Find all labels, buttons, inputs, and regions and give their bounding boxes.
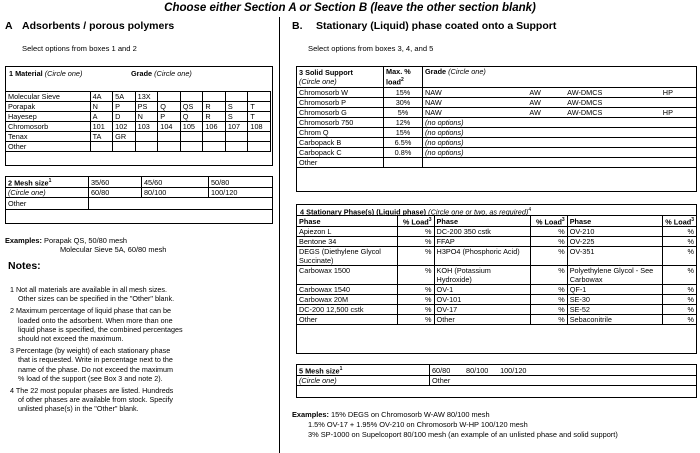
support-grade[interactable]: AW [527, 108, 565, 118]
grade-option[interactable]: R [203, 102, 226, 112]
grade-option[interactable]: N [90, 102, 113, 112]
mesh-option[interactable]: 35/60 [89, 177, 142, 188]
note-line: % load of the support (see Box 3 and note 2). [18, 373, 163, 383]
phase-load-field[interactable]: % [397, 315, 434, 325]
support-grade [661, 118, 697, 128]
phase-load-field[interactable]: % [530, 266, 567, 285]
mesh-option[interactable]: 100/120 [500, 365, 527, 375]
grade-option [203, 92, 226, 102]
box1-material [5, 66, 273, 166]
phase-row [297, 285, 697, 295]
material-row [6, 122, 271, 132]
phase-name[interactable]: OV-17 [434, 305, 530, 315]
support-grade[interactable]: AW [527, 88, 565, 98]
section-divider [279, 17, 280, 453]
support-grade [565, 138, 661, 148]
note-line: 4 The 22 most popular phases are listed. Hundreds [10, 386, 174, 396]
material-name[interactable]: Chromosorb [6, 122, 91, 132]
grade-option [180, 132, 203, 142]
support-grade [661, 128, 697, 138]
grade-option [135, 132, 158, 142]
material-row [6, 102, 271, 112]
support-grade [565, 148, 661, 158]
box1-grade-hint: (Circle one) [154, 69, 192, 78]
phase-load-field[interactable]: % [397, 295, 434, 305]
support-grade[interactable]: AW [527, 98, 565, 108]
material-row [6, 132, 271, 142]
box1-title: 1 Material [9, 69, 43, 78]
note-line: that is requested. Write in percentage next to the [18, 355, 173, 365]
section-a-instruction: Select options from boxes 1 and 2 [22, 44, 137, 53]
phase-name[interactable]: OV-101 [434, 295, 530, 305]
support-name[interactable]: Chromosorb P [297, 98, 384, 108]
phase-load-field[interactable]: % [397, 305, 434, 315]
grade-option[interactable]: T [248, 112, 271, 122]
phase-load-field[interactable]: % [397, 227, 434, 237]
box2-other-field[interactable] [89, 198, 273, 210]
section-a-example2: Molecular Sieve 5A, 60/80 mesh [60, 245, 167, 254]
phase-row [297, 247, 697, 266]
support-grade [565, 158, 661, 168]
section-a-title: Adsorbents / porous polymers [22, 20, 175, 32]
section-b-instruction: Select options from boxes 3, 4, and 5 [308, 44, 434, 53]
phase-load-field[interactable]: % [663, 247, 697, 266]
support-grade [527, 118, 565, 128]
grade-option[interactable]: 4A [90, 92, 113, 102]
phase-load-field[interactable]: % [530, 285, 567, 295]
phase-load-field[interactable]: % [663, 285, 697, 295]
grade-option[interactable]: 105 [180, 122, 203, 132]
box4-title: 4 Stationary Phase(s) (Liquid phase) [300, 207, 427, 217]
grade-option [90, 142, 113, 152]
grade-option [203, 142, 226, 152]
box4-hint: (Circle one or two, as required) [428, 207, 529, 217]
box1-table [5, 91, 271, 152]
support-row [297, 128, 697, 138]
grade-option [113, 142, 136, 152]
grade-option[interactable]: 108 [248, 122, 271, 132]
section-b-example2: 1.5% OV-17 + 1.95% OV-210 on Chromosorb W-HP 100/120 mesh [308, 420, 528, 429]
phase-row [297, 266, 697, 285]
support-max-load[interactable]: 30% [384, 98, 423, 108]
note-line: 2 Maximum percentage of liquid phase that can be [10, 306, 172, 316]
grade-option[interactable]: GR [113, 132, 136, 142]
support-grade[interactable]: (no options) [423, 118, 528, 128]
phase-name[interactable]: Carbowax 20M [297, 295, 398, 305]
phase-name[interactable]: QF-1 [567, 285, 663, 295]
phase-name[interactable]: DC-200 350 cstk [434, 227, 530, 237]
phase-row [297, 295, 697, 305]
box5-table: 5 Mesh size$^1$ 60/80 80/100 100/120 (Circle one) Other [296, 364, 697, 386]
grade-option[interactable]: 107 [225, 122, 248, 132]
support-grade [661, 98, 697, 108]
support-grade [565, 118, 661, 128]
note-line: name of the phase. Do not exceed the maximum [18, 364, 174, 374]
box4-table: Phase % Load$^3$ Phase % Load$^3$ Phase % Load$^3$ Apiezon L % DC-200 350 cstk % OV-210 % Bentone 34 % FFAP % OV-225 % DEGS (Diethylene Glycol Succinate) % H3PO4 (Phosphoric Acid) % OV-351 % Carbowax 1500 % KOH (Potassium Hydroxide) % Polyethylene Glycol - See Carbowax % Carbowax 1540 % OV-1 % QF-1 % Carbowax 20M % OV-101 % SE-30 % DC-200 12,500 cstk % OV-17 % SE-52 % Other % Other % Sebaconitrile % [296, 215, 697, 325]
notes-list [10, 285, 275, 414]
grade-option [158, 92, 181, 102]
support-name[interactable]: Carbopack C [297, 148, 384, 158]
mesh-option[interactable]: 100/120 [209, 188, 273, 198]
mesh-option[interactable]: 45/60 [142, 177, 209, 188]
support-name[interactable]: Other [297, 158, 384, 168]
grade-option[interactable]: A [90, 112, 113, 122]
phase-name[interactable]: KOH (Potassium Hydroxide) [434, 266, 530, 285]
support-grade [565, 128, 661, 138]
support-name[interactable]: Carbopack B [297, 138, 384, 148]
section-b-title: Stationary (Liquid) phase coated onto a Support [316, 20, 557, 32]
support-grade [527, 128, 565, 138]
page-title: Choose either Section A or Section B (leave the other section blank) [164, 2, 536, 14]
grade-option [203, 132, 226, 142]
phase-load-field[interactable]: % [530, 247, 567, 266]
phase-name[interactable]: Other [297, 315, 398, 325]
note-line: Other sizes can be specified in the "Other" blank. [18, 294, 175, 304]
phase-name[interactable]: Apiezon L [297, 227, 398, 237]
phase-row [297, 305, 697, 315]
grade-option[interactable]: Q [180, 112, 203, 122]
phase-name[interactable]: Polyethylene Glycol - See Carbowax [567, 266, 663, 285]
section-a-label: A [5, 20, 13, 32]
support-row [297, 88, 697, 98]
grade-option [225, 132, 248, 142]
grade-option [180, 92, 203, 102]
grade-option [248, 142, 271, 152]
support-grade[interactable]: (no options) [423, 148, 528, 158]
notes-title: Notes: [8, 260, 41, 272]
grade-option[interactable]: 5A [113, 92, 136, 102]
support-row [297, 138, 697, 148]
phase-name[interactable]: Carbowax 1540 [297, 285, 398, 295]
support-grade[interactable]: NAW [423, 108, 528, 118]
material-row [6, 112, 271, 122]
support-grade [527, 138, 565, 148]
phase-name[interactable]: SE-30 [567, 295, 663, 305]
grade-option[interactable]: R [203, 112, 226, 122]
material-row [6, 142, 271, 152]
grade-option[interactable]: T [248, 102, 271, 112]
phase-load-field[interactable]: % [397, 285, 434, 295]
mesh-option[interactable]: 60/80 [432, 365, 451, 375]
grade-option[interactable]: S [225, 102, 248, 112]
support-grade[interactable]: NAW [423, 98, 528, 108]
phase-load-field[interactable]: % [397, 237, 434, 247]
support-max-load[interactable]: 15% [384, 88, 423, 98]
note-line: 1 Not all materials are available in all mesh sizes. [10, 285, 167, 294]
box5-mesh-size [296, 364, 697, 398]
mesh-option[interactable]: 80/100 [142, 188, 209, 198]
grade-option[interactable]: D [113, 112, 136, 122]
note-line: 3 Percentage (by weight) of each stationary phase [10, 346, 171, 356]
grade-option[interactable]: N [135, 112, 158, 122]
phase-name[interactable]: DC-200 12,500 cstk [297, 305, 398, 315]
phase-name[interactable]: DEGS (Diethylene Glycol Succinate) [297, 247, 398, 266]
section-b-example3: 3% SP-1000 on Supelcoport 80/100 mesh (an example of an unlisted phase and solid support) [308, 430, 618, 439]
note-line: liquid phase is specified, the combined percentages [18, 324, 183, 334]
support-name[interactable]: Chromosorb 750 [297, 118, 384, 128]
support-name[interactable]: Chrom Q [297, 128, 384, 138]
phase-name[interactable]: OV-351 [567, 247, 663, 266]
note-line: should not exceed the maximum. [18, 334, 124, 344]
support-grade [423, 158, 528, 168]
phase-name[interactable]: H3PO4 (Phosphoric Acid) [434, 247, 530, 266]
phase-name[interactable]: Other [434, 315, 530, 325]
support-row [297, 118, 697, 128]
grade-option[interactable]: P [158, 112, 181, 122]
material-name[interactable]: Other [6, 142, 91, 152]
phase-name[interactable]: FFAP [434, 237, 530, 247]
material-name[interactable]: Hayesep [6, 112, 91, 122]
grade-option [135, 142, 158, 152]
grade-option[interactable]: 101 [90, 122, 113, 132]
phase-row [297, 237, 697, 247]
section-b-examples: Examples: 15% DEGS on Chromosorb W-AW 80/100 mesh [292, 410, 490, 419]
phase-name[interactable]: Bentone 34 [297, 237, 398, 247]
support-grade[interactable]: NAW [423, 88, 528, 98]
phase-row [297, 315, 697, 325]
support-grade [661, 138, 697, 148]
support-grade [661, 158, 697, 168]
support-row [297, 98, 697, 108]
grade-option[interactable]: 102 [113, 122, 136, 132]
support-grade[interactable]: AW-DMCS [565, 98, 661, 108]
support-grade [527, 148, 565, 158]
phase-load-field[interactable]: % [663, 315, 697, 325]
grade-option [158, 132, 181, 142]
support-row [297, 148, 697, 158]
grade-option[interactable]: 106 [203, 122, 226, 132]
box2-hint: (Circle one) [6, 188, 89, 198]
box3-solid-support [296, 66, 697, 192]
phase-load-field[interactable]: % [663, 237, 697, 247]
phase-name[interactable]: OV-210 [567, 227, 663, 237]
grade-option[interactable]: Q [158, 102, 181, 112]
note-line: unlisted phase(s) in the "Other" blank. [18, 404, 139, 414]
box4-stationary-phase: 4 Stationary Phase(s) (Liquid phase) (Circle one or two, as required)$^4$ Phase % Load$^3$ Phase % Load$^3$ Phase % Load$^3$ Apiezon L % DC-200 350 cstk % OV-210 % Bentone 34 % FFAP % OV-225 % DEGS (Diethylene Glycol Succinate) % H3PO4 (Phosphoric Acid) % OV-351 % Carbowax 1500 % KOH (Potassium Hydroxide) % Polyethylene Glycol - See Carbowax % Carbowax 1540 % OV-1 % QF-1 % Carbowax 20M % OV-101 % SE-30 % DC-200 12,500 cstk % OV-17 % SE-52 % Other % Other % Sebaconitrile % [296, 204, 697, 354]
phase-load-field[interactable]: % [397, 247, 434, 266]
material-name[interactable]: Tenax [6, 132, 91, 142]
box1-grade-title: Grade [131, 69, 153, 78]
box5-hint: (Circle one) [297, 376, 430, 386]
support-name[interactable]: Chromosorb G [297, 108, 384, 118]
support-max-load[interactable]: 5% [384, 108, 423, 118]
support-row [297, 108, 697, 118]
grade-option[interactable]: PS [135, 102, 158, 112]
grade-option [225, 92, 248, 102]
grade-option [248, 132, 271, 142]
support-name[interactable]: Chromosorb W [297, 88, 384, 98]
phase-row [297, 227, 697, 237]
grade-option[interactable]: 103 [135, 122, 158, 132]
box1-hint: (Circle one) [44, 69, 83, 78]
phase-load-field[interactable]: % [663, 295, 697, 305]
mesh-option[interactable]: 80/100 [466, 365, 489, 375]
grade-option[interactable]: QS [180, 102, 203, 112]
grade-option[interactable]: 13X [135, 92, 158, 102]
phase-load-field[interactable]: % [663, 227, 697, 237]
support-max-load[interactable]: 6.5% [384, 138, 423, 148]
grade-option [248, 92, 271, 102]
phase-load-field[interactable]: % [530, 227, 567, 237]
grade-option [180, 142, 203, 152]
support-grade[interactable]: (no options) [423, 128, 528, 138]
phase-load-field[interactable]: % [530, 295, 567, 305]
box2-other-label: Other [6, 198, 89, 210]
support-grade[interactable]: (no options) [423, 138, 528, 148]
phase-load-field[interactable]: % [663, 305, 697, 315]
phase-name[interactable]: SE-52 [567, 305, 663, 315]
box5-other-field[interactable]: Other [430, 376, 697, 386]
support-row [297, 158, 697, 168]
support-grade[interactable]: AW-DMCS [565, 88, 661, 98]
mesh-option[interactable]: 50/80 [209, 177, 273, 188]
note-line: loaded onto the adsorbent. When more than one [18, 315, 173, 325]
section-b-label: B. [292, 20, 303, 32]
support-max-load[interactable]: 15% [384, 128, 423, 138]
grade-option [158, 142, 181, 152]
support-grade[interactable]: AW-DMCS [565, 108, 661, 118]
mesh-option[interactable]: 60/80 [89, 188, 142, 198]
support-grade[interactable]: HP [661, 108, 697, 118]
grade-option[interactable]: TA [90, 132, 113, 142]
phase-load-field[interactable]: % [530, 315, 567, 325]
material-name[interactable]: Porapak [6, 102, 91, 112]
box3-table: 3 Solid Support (Circle one) Max. % load$^2$ Grade (Circle one) Chromosorb W 15% NAW AW AW-DMCS HP Chromosorb P 30% NAW AW AW-DMCS Chromosorb G 5% NAW AW AW-DMCS HP Chromosorb 750 12% (no options) Chrom Q 15% (no options) Carbopack B 6.5% (no options) Carbopack C 0.8% (no options) Other [296, 66, 697, 168]
phase-load-field[interactable]: % [663, 266, 697, 285]
phase-name[interactable]: Sebaconitrile [567, 315, 663, 325]
phase-load-field[interactable]: % [530, 305, 567, 315]
phase-name[interactable]: Carbowax 1500 [297, 266, 398, 285]
support-max-load [384, 158, 423, 168]
phase-name[interactable]: OV-225 [567, 237, 663, 247]
note-line: of other phases are available from stock. Specify [18, 395, 174, 405]
support-max-load[interactable]: 12% [384, 118, 423, 128]
box2-mesh-size [5, 176, 273, 224]
grade-option[interactable]: 104 [158, 122, 181, 132]
phase-name[interactable]: OV-1 [434, 285, 530, 295]
support-grade [527, 158, 565, 168]
phase-load-field[interactable]: % [397, 266, 434, 285]
box2-table: 2 Mesh size$^1$ 35/60 45/60 50/80 (Circle one) 60/80 80/100 100/120 Other [5, 176, 273, 218]
support-max-load[interactable]: 0.8% [384, 148, 423, 158]
section-a-examples: Examples: Porapak QS, 50/80 mesh [5, 236, 128, 245]
material-name[interactable]: Molecular Sieve [6, 92, 91, 102]
grade-option [225, 142, 248, 152]
grade-option[interactable]: P [113, 102, 136, 112]
phase-load-field[interactable]: % [530, 237, 567, 247]
material-row [6, 92, 271, 102]
grade-option[interactable]: S [225, 112, 248, 122]
box2-title: 2 Mesh size [8, 178, 49, 188]
support-grade [661, 148, 697, 158]
support-grade[interactable]: HP [661, 88, 697, 98]
